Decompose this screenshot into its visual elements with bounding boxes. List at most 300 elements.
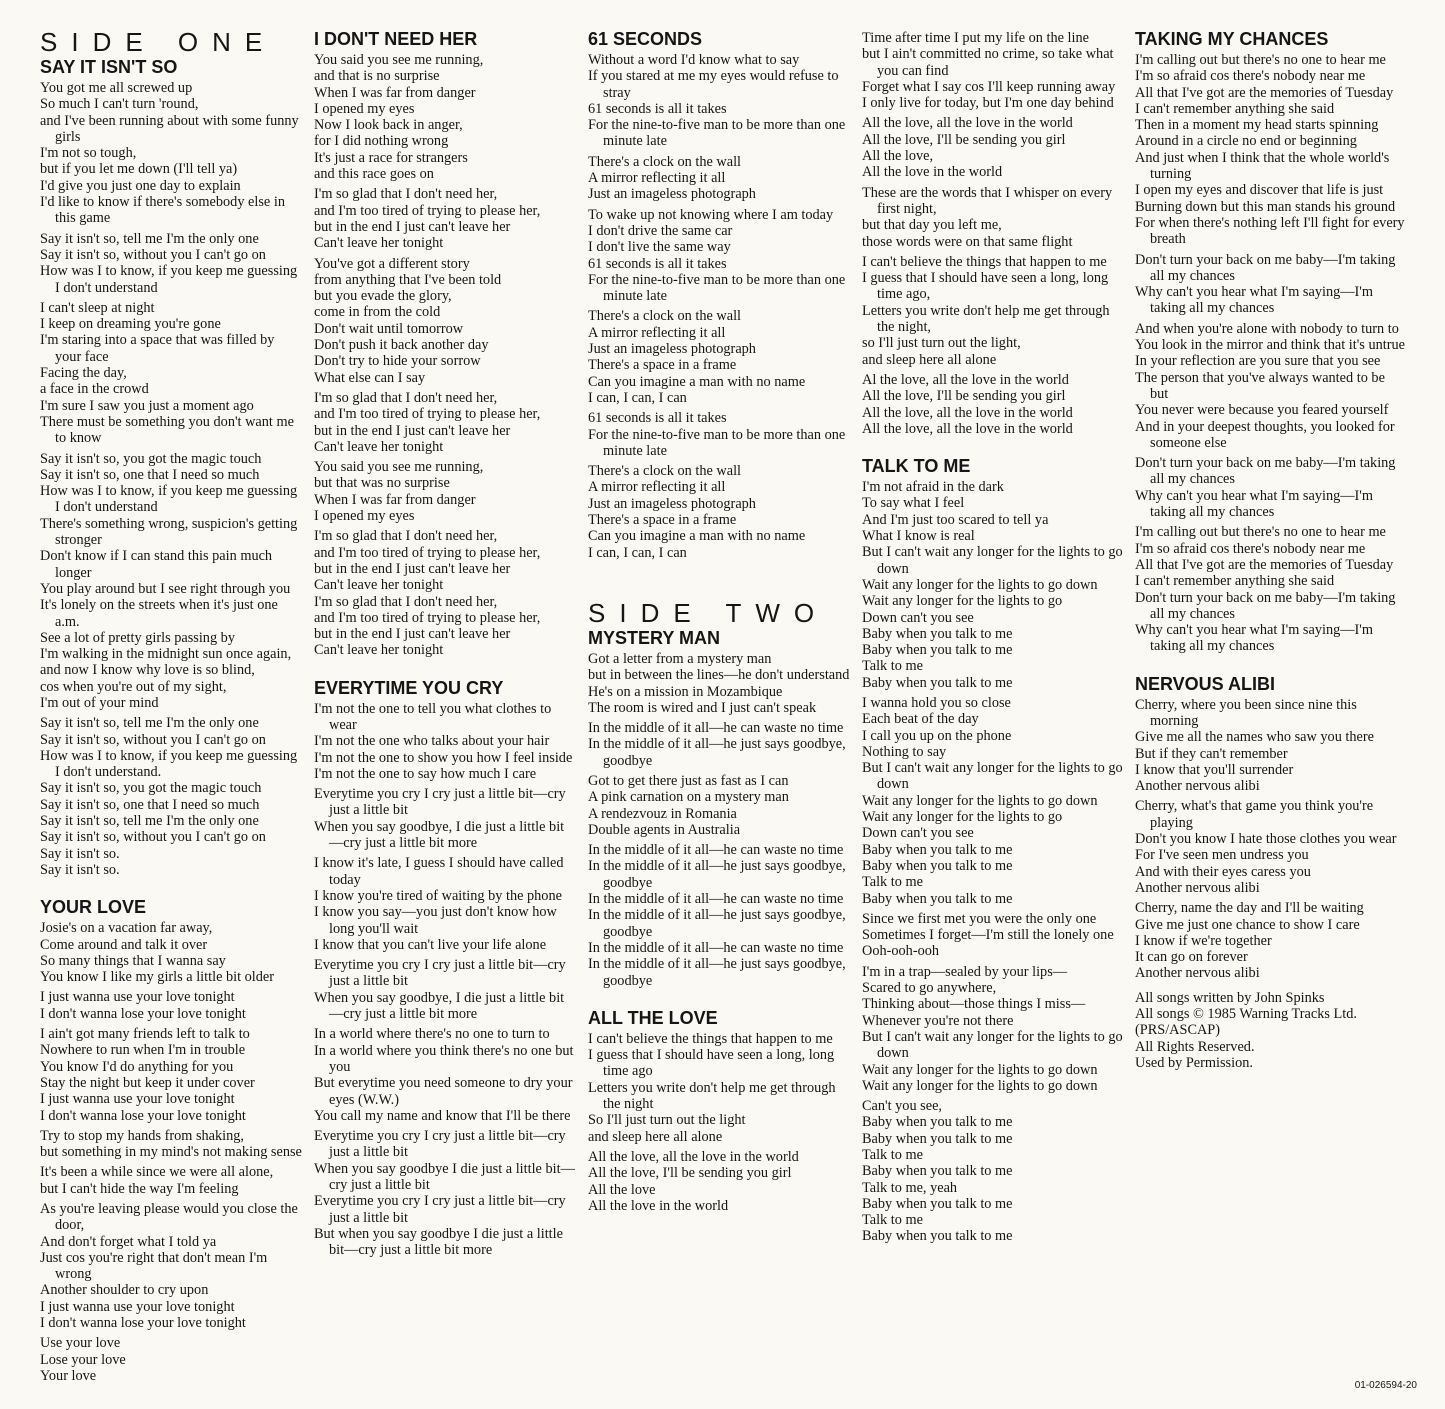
stanza <box>40 1335 302 1384</box>
lyric-line: Thinking about—those things I miss— <box>862 996 1086 1013</box>
lyric-line: Say it isn't so, one that I need so much <box>40 466 260 483</box>
lyric-line: You look in the mirror and think that it's untrue <box>1135 337 1405 354</box>
stanza <box>40 715 302 878</box>
song-title-i-don-t-need-her: I DON'T NEED HER <box>314 29 478 49</box>
lyric-line: Say it isn't so, tell me I'm the only one <box>40 230 259 247</box>
lyric-line: What else can I say <box>314 369 426 386</box>
lyric-line: I don't wanna lose your love tonight <box>40 1315 246 1332</box>
lyric-line: I'm not so tough, <box>40 145 137 162</box>
lyric-line: All the love in the world <box>862 164 1003 181</box>
lyric-line: and this race goes on <box>314 166 434 183</box>
column-2 <box>314 28 576 1262</box>
lyric-line: Facing the day, <box>40 365 127 382</box>
lyric-line: Say it isn't so, without you I can't go on <box>40 829 266 846</box>
lyric-line: A pink carnation on a mystery man <box>588 789 789 806</box>
lyric-line: Since we first met you were the only one <box>862 910 1097 927</box>
song-title-everytime-you-cry: EVERYTIME YOU CRY <box>314 677 504 698</box>
lyric-line: Lose your love <box>40 1351 126 1368</box>
lyric-line: Don't turn your back on me baby—I'm taking all my chances <box>1135 455 1396 488</box>
lyric-line: In the middle of it all—he just says goodbye, goodbye <box>588 907 846 940</box>
lyric-line: All the love, <box>862 148 934 165</box>
stanza <box>588 1031 850 1145</box>
lyric-line: Baby when you talk to me <box>862 857 1013 874</box>
lyric-line: Don't know if I can stand this pain much longer <box>40 548 273 581</box>
lyric-line: Just an imageless photograph <box>588 495 756 512</box>
lyric-line: It's lonely on the streets when it's just one a.m. <box>40 597 278 630</box>
song-title-61-seconds: 61 SECONDS <box>588 29 703 49</box>
credit-line: All songs © 1985 Warning Tracks Ltd. <box>1135 1006 1357 1023</box>
stanza <box>862 115 1124 180</box>
lyric-line: But everytime you need someone to dry your eyes (W.W.) <box>314 1075 573 1108</box>
lyric-line: Talk to me <box>862 1147 923 1163</box>
stanza <box>40 1026 302 1124</box>
lyric-line: but in the end I just can't leave her <box>314 218 511 235</box>
lyric-line: Baby when you talk to me <box>862 1228 1013 1245</box>
lyric-line: I guess that I should have seen a long, long time ago <box>588 1047 835 1080</box>
stanza <box>314 52 576 182</box>
lyric-line: You call my name and know that I'll be there <box>314 1107 571 1124</box>
stanza <box>862 964 1124 1094</box>
lyric-line: For the nine-to-five man to be more than one minute late <box>588 117 846 150</box>
lyric-line: Letters you write don't help me get through the night, <box>862 302 1110 336</box>
lyric-line: Your love <box>40 1367 97 1384</box>
lyric-line: I'm so glad that I don't need her, <box>314 389 498 406</box>
lyric-line: Why can't you hear what I'm saying—I'm taking all my chances <box>1135 622 1373 655</box>
lyric-line: I'm calling out but there's no one to hear me <box>1135 52 1386 68</box>
stanza <box>862 479 1124 691</box>
lyric-line: Another nervous alibi <box>1135 879 1260 896</box>
stanza <box>40 1164 302 1197</box>
lyric-line: Wait any longer for the lights to go down <box>862 576 1098 593</box>
lyric-line: But I can't wait any longer for the lights to go down <box>862 760 1123 793</box>
lyric-line: Baby when you talk to me <box>862 1130 1013 1147</box>
stanza <box>862 30 1124 111</box>
lyric-line: Wait any longer for the lights to go down <box>862 1061 1098 1078</box>
lyric-line: Scared to go anywhere, <box>862 980 997 997</box>
stanza <box>314 701 576 782</box>
stanza <box>862 1098 1124 1245</box>
lyric-line: from anything that I've been told <box>314 271 502 288</box>
lyric-line: For when there's nothing left I'll fight for every breath <box>1135 214 1405 248</box>
lyric-line: but in the end I just can't leave her <box>314 626 511 643</box>
stanza <box>862 372 1124 437</box>
lyric-line: but I ain't committed no crime, so take what you can find <box>862 46 1114 79</box>
stanza <box>314 786 576 851</box>
lyric-line: Around in a circle no end or beginning <box>1135 133 1357 150</box>
song-title-all-the-love: ALL THE LOVE <box>588 1007 718 1028</box>
lyric-line: See a lot of pretty girls passing by <box>40 629 235 646</box>
lyric-line: All that I've got are the memories of Tuesday <box>1135 556 1394 573</box>
lyric-line: I'm in a trap—sealed by your lips— <box>862 963 1068 980</box>
lyric-line: It's just a race for strangers <box>314 149 468 166</box>
lyric-line: Say it isn't so. <box>40 861 120 878</box>
stanza <box>314 855 576 953</box>
lyric-line: And when you're alone with nobody to turn to <box>1135 320 1399 337</box>
stanza <box>314 957 576 1022</box>
lyric-line: In the middle of it all—he can waste no time <box>588 891 844 908</box>
lyric-line: In the middle of it all—he can waste no time <box>588 842 844 859</box>
lyric-line: In the middle of it all—he can waste no time <box>588 939 844 956</box>
lyric-line: Letters you write don't help me get through the night <box>588 1079 836 1113</box>
lyric-line: So many things that I wanna say <box>40 952 226 969</box>
lyric-line: Baby when you talk to me <box>862 674 1013 691</box>
lyric-line: You play around but I see right through you <box>40 580 291 597</box>
song-title-mystery-man: MYSTERY MAN <box>588 627 721 648</box>
lyric-line: Just an imageless photograph <box>588 186 756 203</box>
song-title-say-it-isn-t-so: SAY IT ISN'T SO <box>40 57 178 77</box>
lyric-line: Baby when you talk to me <box>862 625 1013 642</box>
lyric-line: Time after time I put my life on the line <box>862 30 1089 46</box>
lyric-line: And just when I think that the whole world's turning <box>1135 149 1390 183</box>
stanza <box>588 308 850 406</box>
lyric-line: And in your deepest thoughts, you looked for someone else <box>1135 418 1395 451</box>
lyric-line: Another shoulder to cry upon <box>40 1282 209 1299</box>
lyric-line: I'm so glad that I don't need her, <box>314 186 498 203</box>
song-title-your-love: YOUR LOVE <box>40 897 147 918</box>
lyric-line: If you stared at me my eyes would refuse to stray <box>588 68 839 101</box>
lyric-line: Cherry, name the day and I'll be waiting <box>1135 900 1364 917</box>
lyric-line: and sleep here all alone <box>862 351 997 368</box>
lyric-line: Everytime you cry I cry just a little bit—cry just a little bit <box>314 957 566 990</box>
lyric-line: and that is no surprise <box>314 68 440 85</box>
stanza <box>1135 52 1405 248</box>
lyric-line: Wait any longer for the lights to go down <box>862 792 1098 809</box>
lyric-line: In the middle of it all—he can waste no time <box>588 720 844 737</box>
lyric-line: I just wanna use your love tonight <box>40 1298 235 1315</box>
lyric-line: All the love, all the love in the world <box>862 404 1073 421</box>
lyric-line: Say it isn't so, without you I can't go on <box>40 731 266 748</box>
stanza <box>862 911 1124 960</box>
stanza <box>314 390 576 455</box>
stanza <box>314 1026 576 1124</box>
credit-line: (PRS/ASCAP) <box>1135 1022 1221 1039</box>
lyric-line: He's on a mission in Mozambique <box>588 683 783 700</box>
stanza <box>314 528 576 658</box>
lyric-line: I don't wanna lose your love tonight <box>40 1005 246 1022</box>
lyric-line: I'm not afraid in the dark <box>862 479 1004 496</box>
lyric-line: I just wanna use your love tonight <box>40 1091 235 1108</box>
lyric-line: I know it's late, I guess I should have called today <box>314 855 564 888</box>
stanza <box>40 231 302 296</box>
lyric-line: Don't turn your back on me baby—I'm taking all my chances <box>1135 589 1396 622</box>
lyric-line: Cherry, where you been since nine this morning <box>1135 696 1357 729</box>
lyric-line: I keep on dreaming you're gone <box>40 316 221 333</box>
lyric-line: In your reflection are you sure that you see <box>1135 353 1381 370</box>
lyric-line: I just wanna use your love tonight <box>40 989 235 1006</box>
lyric-line: Don't push it back another day <box>314 337 489 354</box>
column-5 <box>1135 28 1405 1071</box>
lyric-line: So I'll just turn out the light <box>588 1112 746 1129</box>
column-1 <box>40 28 302 1388</box>
lyric-line: Burning down but this man stands his ground <box>1135 198 1396 215</box>
stanza <box>862 254 1124 368</box>
lyric-line: Say it isn't so. <box>40 845 120 862</box>
lyric-line: It's been a while since we were all alone, <box>40 1164 274 1181</box>
lyric-line: 61 seconds is all it takes <box>588 255 727 272</box>
stanza <box>588 842 850 989</box>
lyric-line: And with their eyes caress you <box>1135 863 1311 880</box>
lyric-line: Say it isn't so, without you I can't go on <box>40 246 266 263</box>
lyric-line: And don't forget what I told ya <box>40 1233 217 1250</box>
lyric-line: Baby when you talk to me <box>862 890 1013 907</box>
lyric-line: Don't turn your back on me baby—I'm taking all my chances <box>1135 251 1396 284</box>
lyric-line: Can't you see, <box>862 1098 943 1115</box>
lyric-line: and I'm too tired of trying to please her, <box>314 544 541 561</box>
stanza <box>588 207 850 305</box>
lyric-line: Everytime you cry I cry just a little bit—cry just a little bit <box>314 1193 566 1226</box>
lyric-line: Another nervous alibi <box>1135 965 1260 982</box>
lyric-line: Use your love <box>40 1335 121 1352</box>
stanza <box>1135 900 1405 981</box>
lyric-line: A mirror reflecting it all <box>588 324 726 341</box>
lyric-line: Wait any longer for the lights to go down <box>862 1077 1098 1094</box>
lyric-line: Stay the night but keep it under cover <box>40 1074 255 1091</box>
lyric-line: I know that you'll surrender <box>1135 761 1294 778</box>
stanza <box>40 920 302 985</box>
lyric-line: Everytime you cry I cry just a little bit—cry just a little bit <box>314 1128 566 1161</box>
lyric-line: Talk to me <box>862 1212 923 1229</box>
catalog-number: 01-026594-20 <box>1354 1380 1417 1391</box>
lyric-line: I know that you can't live your life alone <box>314 936 547 953</box>
lyric-line: Just an imageless photograph <box>588 341 756 358</box>
lyric-line: When I was far from danger <box>314 84 476 101</box>
stanza <box>1135 455 1405 520</box>
lyric-line: Can't leave her tonight <box>314 577 444 594</box>
lyric-line: I'm not the one to tell you what clothes to wear <box>314 700 552 733</box>
lyric-line: To wake up not knowing where I am today <box>588 206 834 223</box>
lyric-line: I can, I can, I can <box>588 389 687 406</box>
lyric-line: To say what I feel <box>862 495 965 512</box>
lyric-line: I can't believe the things that happen to me <box>588 1030 833 1047</box>
lyric-line: For the nine-to-five man to be more than one minute late <box>588 271 846 305</box>
lyric-line: The room is wired and I just can't speak <box>588 699 817 716</box>
lyric-line: Just cos you're right that don't mean I'm wrong <box>40 1249 268 1283</box>
lyric-line: As you're leaving please would you close the door, <box>40 1201 298 1234</box>
lyric-line: I'm so glad that I don't need her, <box>314 593 498 610</box>
stanza <box>1135 252 1405 317</box>
lyric-line: A mirror reflecting it all <box>588 170 726 187</box>
lyric-line: I'm not the one to show you how I feel inside <box>314 749 573 766</box>
lyric-line: come in from the cold <box>314 304 441 321</box>
lyric-line: Say it isn't so, tell me I'm the only one <box>40 813 259 830</box>
lyric-line: I'm calling out but there's no one to hear me <box>1135 524 1386 541</box>
lyric-line: Got a letter from a mystery man <box>588 650 772 667</box>
credits <box>1135 990 1405 1071</box>
lyric-line: Then in a moment my head starts spinning <box>1135 117 1379 134</box>
lyric-line: I'd give you just one day to explain <box>40 177 241 194</box>
lyric-line: So much I can't turn 'round, <box>40 96 199 113</box>
lyric-line: Double agents in Australia <box>588 821 741 838</box>
stanza <box>588 52 850 150</box>
lyric-line: Don't try to hide your sorrow <box>314 353 481 370</box>
lyric-line: Al the love, all the love in the world <box>862 371 1069 388</box>
lyric-line: I don't live the same way <box>588 239 731 256</box>
lyric-line: Can't leave her tonight <box>314 438 444 455</box>
lyric-line: and I'm too tired of trying to please her, <box>314 406 541 423</box>
lyric-line: All the love, all the love in the world <box>862 115 1073 132</box>
lyric-line: For the nine-to-five man to be more than one minute late <box>588 426 846 459</box>
lyric-line: Don't you know I hate those clothes you wear <box>1135 831 1397 848</box>
lyric-line: Can't leave her tonight <box>314 642 444 659</box>
lyric-line: Say it isn't so, tell me I'm the only one <box>40 715 259 732</box>
stanza <box>588 1149 850 1214</box>
stanza <box>1135 524 1405 654</box>
column-3 <box>588 28 850 1218</box>
lyric-line: And I'm just too scared to tell ya <box>862 511 1049 528</box>
lyric-line: Now I look back in anger, <box>314 117 463 134</box>
lyric-line: The person that you've always wanted to be but <box>1135 369 1385 402</box>
lyric-line: I can, I can, I can <box>588 544 687 561</box>
lyric-line: It can go on forever <box>1135 949 1248 966</box>
stanza <box>314 256 576 386</box>
stanza <box>588 773 850 838</box>
lyric-line: I'm so afraid cos there's nobody near me <box>1135 540 1366 557</box>
lyric-line: You know I'd do anything for you <box>40 1058 234 1075</box>
lyric-line: Another nervous alibi <box>1135 778 1260 795</box>
stanza <box>314 459 576 524</box>
stanza <box>588 410 850 459</box>
lyric-line: A mirror reflecting it all <box>588 479 726 496</box>
lyric-line: How was I to know, if you keep me guessing I don't understand. <box>40 747 298 781</box>
lyric-line: I'm sure I saw you just a moment ago <box>40 397 254 414</box>
lyric-line: I ain't got many friends left to talk to <box>40 1026 250 1043</box>
stanza <box>314 186 576 251</box>
lyric-line: Talk to me, yeah <box>862 1179 958 1196</box>
lyric-line: I'm staring into a space that was filled by your face <box>40 332 275 365</box>
stanza <box>588 720 850 769</box>
stanza <box>862 695 1124 907</box>
stanza <box>40 989 302 1022</box>
credit-line: All Rights Reserved. <box>1135 1038 1255 1055</box>
lyric-line: I'm out of your mind <box>40 694 159 711</box>
lyric-line: When you say goodbye, I die just a little bit—cry just a little bit more <box>314 818 565 852</box>
lyric-line: I'm so glad that I don't need her, <box>314 528 498 545</box>
lyric-line: I know you're tired of waiting by the phone <box>314 887 562 904</box>
lyric-line: There's a clock on the wall <box>588 153 742 170</box>
lyric-line: I opened my eyes <box>314 508 415 525</box>
lyric-line: but in the end I just can't leave her <box>314 422 511 439</box>
lyric-line: In the middle of it all—he just says goodbye, goodbye <box>588 736 846 769</box>
lyric-line: for I did nothing wrong <box>314 133 449 150</box>
lyric-line: Ooh-ooh-ooh <box>862 943 940 960</box>
lyric-line: I can't remember anything she said <box>1135 100 1335 117</box>
lyric-line: All the love in the world <box>588 1197 729 1214</box>
lyric-line: Talk to me <box>862 658 923 675</box>
lyric-line: I call you up on the phone <box>862 727 1012 744</box>
lyric-line: Try to stop my hands from shaking, <box>40 1127 245 1144</box>
lyric-line: I'd like to know if there's somebody else in this game <box>40 194 285 227</box>
lyric-line: Without a word I'd know what to say <box>588 52 800 68</box>
lyric-line: How was I to know, if you keep me guessing I don't understand <box>40 483 298 516</box>
stanza <box>862 185 1124 250</box>
lyric-line: Can't leave her tonight <box>314 235 444 252</box>
lyric-line: All that I've got are the memories of Tuesday <box>1135 84 1394 101</box>
lyric-line: Why can't you hear what I'm saying—I'm taking all my chances <box>1135 487 1373 521</box>
lyric-line: I can't remember anything she said <box>1135 573 1335 590</box>
lyric-line: Got to get there just as fast as I can <box>588 772 789 789</box>
song-title-talk-to-me: TALK TO ME <box>862 456 971 477</box>
lyric-line: those words were on that same flight <box>862 233 1073 250</box>
lyric-line: cos when you're out of my sight, <box>40 678 227 695</box>
lyric-line: Whenever you're not there <box>862 1012 1014 1029</box>
lyric-line: All the love, all the love in the world <box>862 420 1073 437</box>
lyric-line: I only live for today, but I'm one day behind <box>862 95 1114 112</box>
stanza <box>40 1201 302 1331</box>
lyric-line: When I was far from danger <box>314 491 476 508</box>
lyric-line: but something in my mind's not making sense <box>40 1144 302 1161</box>
lyric-line: 61 seconds is all it takes <box>588 100 727 117</box>
stanza <box>1135 697 1405 795</box>
lyric-line: Sometimes I forget—I'm still the lonely one <box>862 927 1114 944</box>
lyric-line: There's a clock on the wall <box>588 308 742 325</box>
lyric-line: I can't believe the things that happen to me <box>862 253 1107 270</box>
lyric-line: In a world where you think there's no one but you <box>314 1042 574 1075</box>
credit-line: All songs written by John Spinks <box>1135 989 1325 1006</box>
lyric-line: Down can't you see <box>862 825 974 842</box>
lyric-line: Say it isn't so, you got the magic touch <box>40 780 262 797</box>
lyric-line: but that was no surprise <box>314 475 450 492</box>
lyric-line: All the love, I'll be sending you girl <box>588 1165 792 1182</box>
lyric-line: You know I like my girls a little bit older <box>40 969 275 986</box>
side-heading-side-two: SIDE TWO <box>588 597 829 628</box>
lyric-line: But I can't wait any longer for the lights to go down <box>862 544 1123 577</box>
lyric-line: Wait any longer for the lights to go <box>862 809 1063 826</box>
lyric-line: Baby when you talk to me <box>862 642 1013 659</box>
lyric-line: You got me all screwed up <box>40 80 193 96</box>
lyric-line: You never were because you feared yourself <box>1135 402 1389 419</box>
lyric-line: In a world where there's no one to turn to <box>314 1026 550 1043</box>
lyric-line: and I'm too tired of trying to please her, <box>314 609 541 626</box>
lyric-line: How was I to know, if you keep me guessing I don't understand <box>40 263 298 296</box>
lyric-line: and I've been running about with some funny girls <box>40 112 299 145</box>
stanza <box>40 451 302 712</box>
lyric-line: Say it isn't so, one that I need so much <box>40 796 260 813</box>
lyric-line: These are the words that I whisper on every first night, <box>862 184 1113 217</box>
lyric-line: I don't wanna lose your love tonight <box>40 1107 246 1124</box>
lyric-line: Forget what I say cos I'll keep running away <box>862 78 1116 95</box>
lyric-line: I can't sleep at night <box>40 299 155 316</box>
lyric-line: In the middle of it all—he just says goodbye, goodbye <box>588 956 846 989</box>
stanza <box>588 463 850 561</box>
lyric-line: All the love <box>588 1181 656 1198</box>
lyric-line: I guess that I should have seen a long, long time ago, <box>862 270 1109 303</box>
lyric-line: Can you imagine a man with no name <box>588 528 806 545</box>
lyric-line: Josie's on a vacation far away, <box>40 920 213 937</box>
lyric-line: Nowhere to run when I'm in trouble <box>40 1042 246 1059</box>
stanza <box>40 300 302 447</box>
lyric-line: There's something wrong, suspicion's getting stronger <box>40 515 298 549</box>
lyric-line: All the love, I'll be sending you girl <box>862 131 1066 148</box>
lyric-line: Give me just one chance to show I care <box>1135 916 1360 933</box>
lyric-line: But I can't wait any longer for the lights to go down <box>862 1028 1123 1062</box>
lyric-line: so I'll just turn out the light, <box>862 335 1021 352</box>
lyric-line: and now I know why love is so blind, <box>40 662 255 679</box>
lyric-line: What I know is real <box>862 528 975 545</box>
lyric-line: Baby when you talk to me <box>862 1195 1013 1212</box>
lyric-line: There's a clock on the wall <box>588 463 742 480</box>
lyric-line: I don't drive the same car <box>588 222 733 239</box>
lyric-line: In the middle of it all—he just says goodbye, goodbye <box>588 858 846 891</box>
lyric-line: Talk to me <box>862 874 923 891</box>
lyric-line: and I'm too tired of trying to please her, <box>314 202 541 219</box>
lyric-line: Why can't you hear what I'm saying—I'm taking all my chances <box>1135 284 1373 317</box>
lyric-line: Nothing to say <box>862 743 947 760</box>
lyric-line: 61 seconds is all it takes <box>588 410 727 427</box>
lyric-line: Everytime you cry I cry just a little bit—cry just a little bit <box>314 786 566 819</box>
lyric-line: All the love, I'll be sending you girl <box>862 388 1066 405</box>
lyric-line: Come around and talk it over <box>40 936 208 953</box>
lyric-line: I wanna hold you so close <box>862 694 1011 711</box>
